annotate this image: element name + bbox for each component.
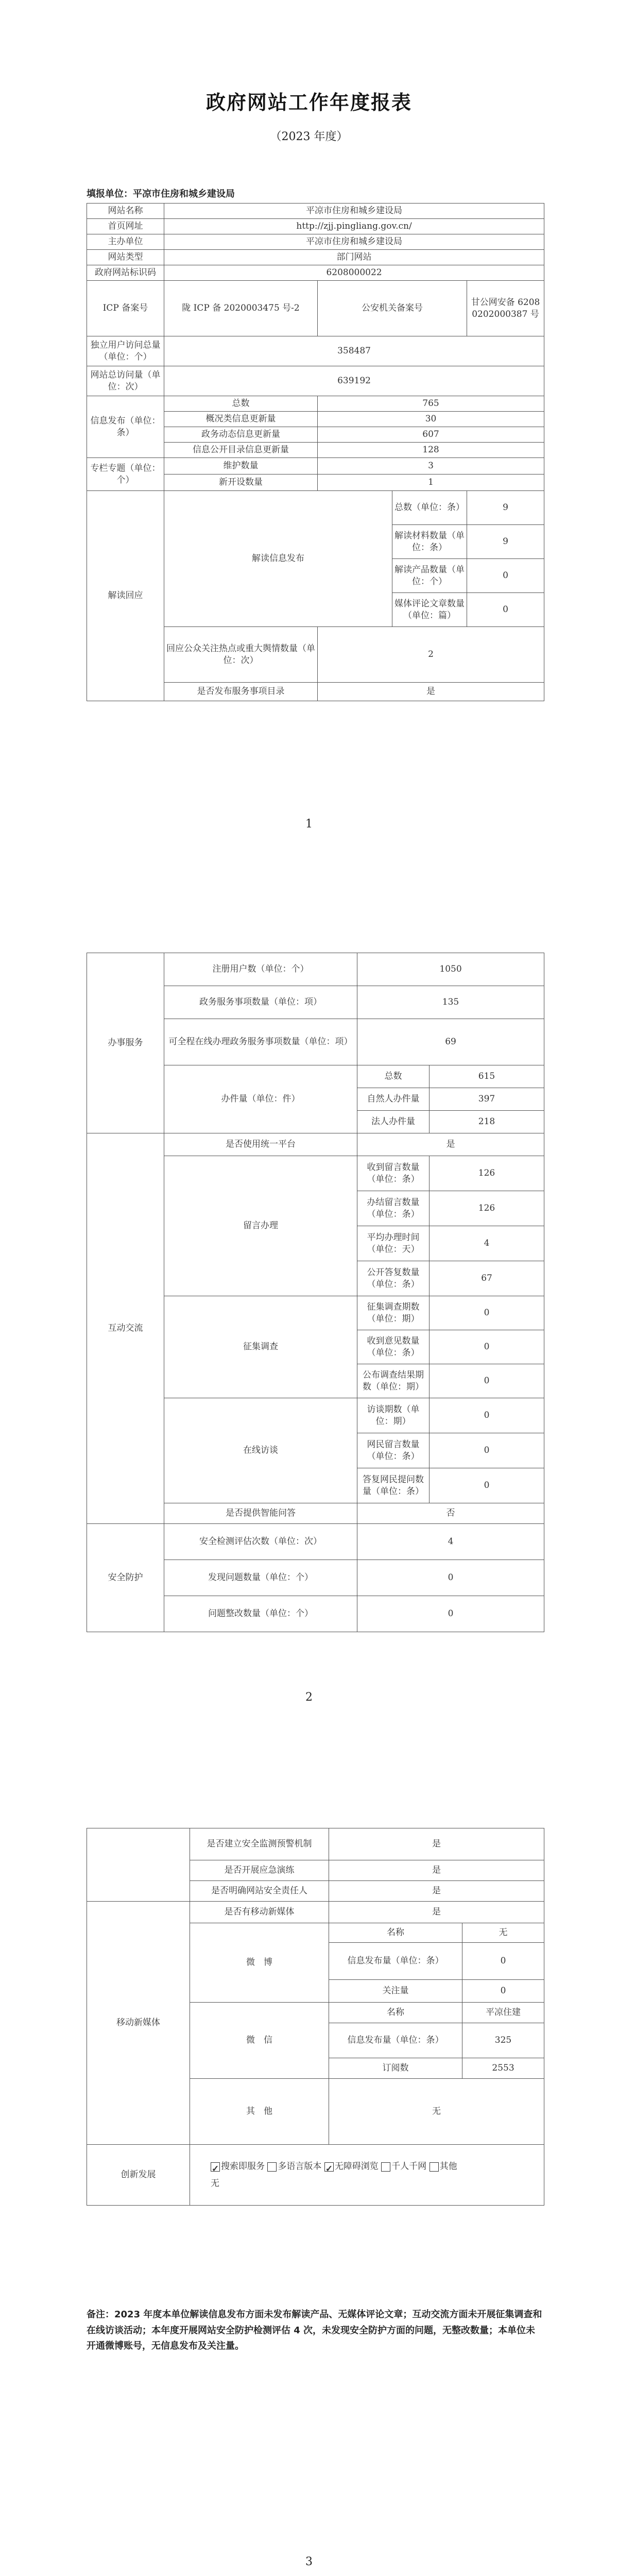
option-label: 千人千网 — [391, 2161, 427, 2172]
value: 325 — [462, 2023, 544, 2058]
checkbox-multilingual[interactable] — [267, 2162, 277, 2172]
value: 0 — [430, 1364, 544, 1398]
innovation-options — [190, 2145, 544, 2206]
label: 政务动态信息更新量 — [164, 427, 318, 443]
value: 765 — [318, 396, 544, 412]
label: 办件量（单位：件） — [164, 1065, 357, 1133]
label: 解读产品数量（单位：个） — [392, 559, 467, 593]
label: 在线访谈 — [164, 1398, 357, 1503]
label: 是否有移动新媒体 — [190, 1902, 329, 1923]
label: 首页网址 — [87, 219, 164, 234]
value: 2553 — [462, 2058, 544, 2079]
option-label: 无障碍浏览 — [334, 2161, 379, 2172]
value: 甘公网安备 62080202000387 号 — [467, 281, 544, 336]
label: 信息发布（单位：条） — [87, 396, 164, 458]
option-label: 搜索即服务 — [221, 2161, 265, 2172]
value: 358487 — [164, 336, 544, 366]
value: 128 — [318, 443, 544, 458]
value: 4 — [357, 1524, 544, 1560]
option-label: 无 — [211, 2178, 219, 2189]
label: 留言办理 — [164, 1156, 357, 1296]
value: 0 — [357, 1560, 544, 1596]
value: 0 — [430, 1398, 544, 1433]
page-number: 3 — [305, 2555, 313, 2568]
label: 信息公开目录信息更新量 — [164, 443, 318, 458]
value: 1050 — [357, 953, 544, 986]
label: 总数 — [357, 1065, 430, 1088]
value: 是 — [357, 1133, 544, 1156]
page-title: 政府网站工作年度报表 — [205, 91, 412, 114]
label: 微 博 — [190, 1923, 329, 2003]
label: 发现问题数量（单位：个） — [164, 1560, 357, 1596]
label: 维护数量 — [164, 458, 318, 474]
checkbox-personalized-site[interactable] — [381, 2162, 390, 2172]
value: 4 — [430, 1226, 544, 1261]
value: 平凉住建 — [462, 2003, 544, 2023]
label: 网站类型 — [87, 250, 164, 265]
label: 政府网站标识码 — [87, 265, 164, 281]
label: 办事服务 — [87, 953, 164, 1133]
label: ICP 备案号 — [87, 281, 164, 336]
value: 6208000022 — [164, 265, 544, 281]
label: 网民留言数量（单位：条） — [357, 1433, 430, 1468]
label: 公开答复数量（单位：条） — [357, 1261, 430, 1296]
label: 政务服务事项数量（单位：项） — [164, 986, 357, 1019]
label: 主办单位 — [87, 234, 164, 250]
value: 无 — [462, 1923, 544, 1943]
label: 公安机关备案号 — [318, 281, 467, 336]
label: 安全检测评估次数（单位：次） — [164, 1524, 357, 1560]
value: 0 — [462, 1980, 544, 2003]
label: 互动交流 — [87, 1133, 164, 1524]
value: 639192 — [164, 366, 544, 396]
label: 是否建立安全监测预警机制 — [190, 1828, 329, 1860]
label: 征集调查期数（单位：期） — [357, 1296, 430, 1330]
checkbox-other[interactable] — [430, 2162, 439, 2172]
value: 1 — [318, 474, 544, 491]
value: 否 — [357, 1503, 544, 1524]
label: 平均办理时间（单位：天） — [357, 1226, 430, 1261]
page-number: 2 — [305, 1691, 313, 1704]
label: 其 他 — [190, 2079, 329, 2145]
value: 9 — [467, 525, 544, 559]
label: 法人办件量 — [357, 1111, 430, 1133]
label: 是否明确网站安全责任人 — [190, 1881, 329, 1902]
value: 126 — [430, 1156, 544, 1191]
report-table-page-1 — [87, 203, 544, 701]
label: 关注量 — [329, 1980, 462, 2003]
value: 126 — [430, 1191, 544, 1226]
label: 解读回应 — [87, 491, 164, 701]
label: 自然人办件量 — [357, 1088, 430, 1111]
option-label: 其他 — [439, 2161, 457, 2172]
value: 是 — [329, 1902, 544, 1923]
label: 名称 — [329, 2003, 462, 2023]
reporting-unit: 填报单位：平凉市住房和城乡建设局 — [87, 189, 235, 199]
label: 是否使用统一平台 — [164, 1133, 357, 1156]
label: 订阅数 — [329, 2058, 462, 2079]
value: 0 — [462, 1943, 544, 1980]
report-year: （2023 年度） — [270, 130, 348, 143]
label: 办结留言数量（单位：条） — [357, 1191, 430, 1226]
label: 移动新媒体 — [87, 1902, 190, 2145]
label — [87, 1828, 190, 1902]
label: 注册用户数（单位：个） — [164, 953, 357, 986]
checkbox-accessible-browsing[interactable] — [324, 2162, 334, 2172]
label: 创新发展 — [87, 2145, 190, 2206]
label: 公布调查结果期数（单位：期） — [357, 1364, 430, 1398]
label: 问题整改数量（单位：个） — [164, 1596, 357, 1632]
label: 解读信息发布 — [164, 491, 392, 627]
value: 67 — [430, 1261, 544, 1296]
value: 无 — [329, 2079, 544, 2145]
label: 媒体评论文章数量（单位：篇） — [392, 593, 467, 627]
value: 0 — [430, 1330, 544, 1364]
page-number: 1 — [305, 818, 313, 831]
value: 2 — [318, 627, 544, 683]
label: 微 信 — [190, 2003, 329, 2079]
value: 是 — [329, 1828, 544, 1860]
value: 陇 ICP 备 2020003475 号-2 — [164, 281, 318, 336]
value: 部门网站 — [164, 250, 544, 265]
value: 9 — [467, 491, 544, 525]
value: 607 — [318, 427, 544, 443]
value: 是 — [318, 683, 544, 701]
value: 0 — [467, 593, 544, 627]
label: 网站名称 — [87, 204, 164, 219]
value: 0 — [357, 1596, 544, 1632]
value: 615 — [430, 1065, 544, 1088]
checkbox-search-as-service[interactable] — [211, 2162, 220, 2172]
label: 征集调查 — [164, 1296, 357, 1398]
label: 解读材料数量（单位：条） — [392, 525, 467, 559]
remark-note: 备注：2023 年度本单位解读信息发布方面未发布解读产品、无媒体评论文章；互动交流方面未开展征集调查和在线访谈活动；本年度开展网站安全防护检测评估 4 次，未发现安全防护方面的问题，无整改数量；本单位未开通微博账号，无信息发布及关注量。 — [87, 2309, 542, 2352]
label: 独立用户访问总量（单位：个） — [87, 336, 164, 366]
label: 总数（单位：条） — [392, 491, 467, 525]
option-label: 多语言版本 — [278, 2161, 322, 2172]
value: 0 — [430, 1468, 544, 1503]
value: 平凉市住房和城乡建设局 — [164, 204, 544, 219]
value: 3 — [318, 458, 544, 474]
label: 信息发布量（单位：条） — [329, 1943, 462, 1980]
report-table-page-3 — [87, 1828, 544, 2206]
label: 收到留言数量（单位：条） — [357, 1156, 430, 1191]
value: 平凉市住房和城乡建设局 — [164, 234, 544, 250]
value: 218 — [430, 1111, 544, 1133]
label: 新开设数量 — [164, 474, 318, 491]
label: 回应公众关注热点或重大舆情数量（单位：次） — [164, 627, 318, 683]
value: 30 — [318, 412, 544, 427]
value: 69 — [357, 1019, 544, 1065]
label: 可全程在线办理政务服务事项数量（单位：项） — [164, 1019, 357, 1065]
label: 名称 — [329, 1923, 462, 1943]
label: 信息发布量（单位：条） — [329, 2023, 462, 2058]
value: 是 — [329, 1860, 544, 1881]
report-table-page-2 — [87, 953, 544, 1632]
value: 0 — [430, 1296, 544, 1330]
label: 安全防护 — [87, 1524, 164, 1632]
label: 收到意见数量（单位：条） — [357, 1330, 430, 1364]
label: 是否提供智能问答 — [164, 1503, 357, 1524]
value: 0 — [467, 559, 544, 593]
value: 0 — [430, 1433, 544, 1468]
label: 是否开展应急演练 — [190, 1860, 329, 1881]
homepage-url[interactable]: http://zjj.pingliang.gov.cn/ — [164, 219, 544, 234]
value: 是 — [329, 1881, 544, 1902]
label: 访谈期数（单位：期） — [357, 1398, 430, 1433]
label: 总数 — [164, 396, 318, 412]
label: 概况类信息更新量 — [164, 412, 318, 427]
label: 网站总访问量（单位：次） — [87, 366, 164, 396]
label: 答复网民提问数量（单位：条） — [357, 1468, 430, 1503]
value: 397 — [430, 1088, 544, 1111]
label: 专栏专题（单位：个） — [87, 458, 164, 491]
label: 是否发布服务事项目录 — [164, 683, 318, 701]
value: 135 — [357, 986, 544, 1019]
